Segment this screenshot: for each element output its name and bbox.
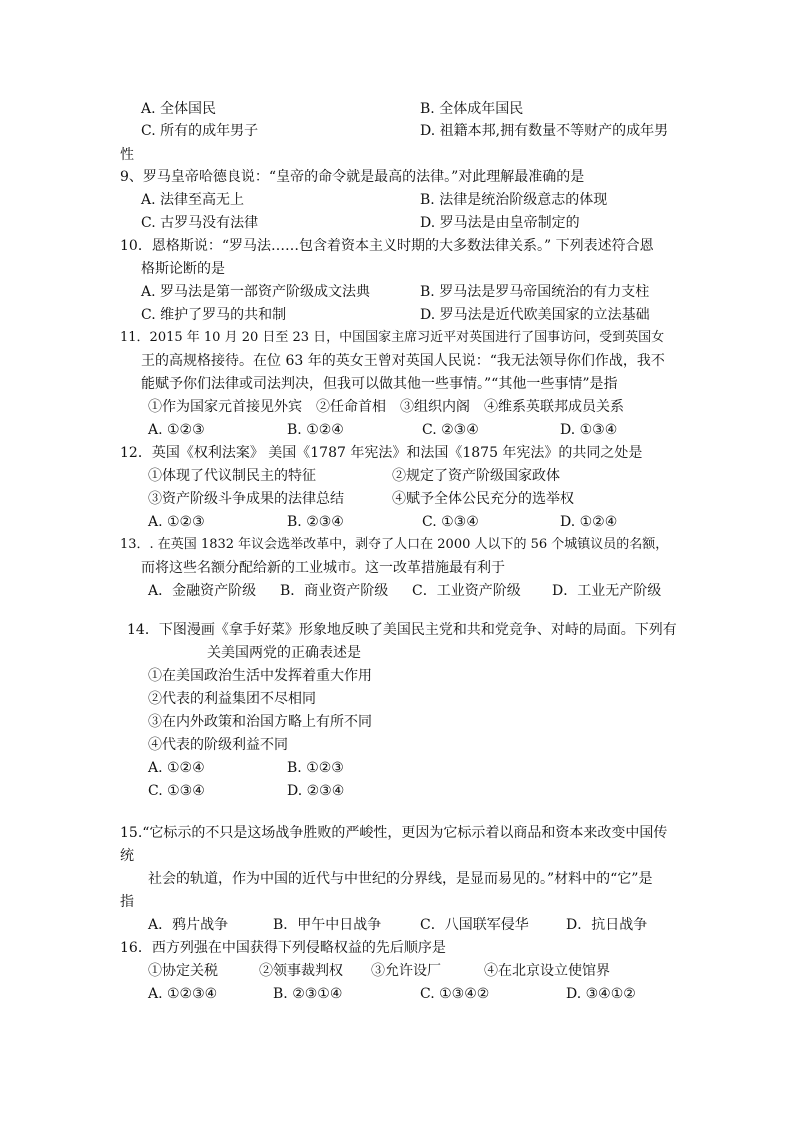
text-line-q10-C: C. 维护了罗马的共和制 bbox=[141, 307, 287, 323]
text-line-q10-A: A. 罗马法是第一部资产阶级成文法典 bbox=[141, 284, 371, 300]
text-line-q16-i2: ②领事裁判权 bbox=[259, 963, 343, 979]
text-line-q12-C: C. ①③④ bbox=[422, 514, 479, 530]
text-line-q16-i4: ④在北京设立使馆界 bbox=[484, 963, 610, 979]
text-line-q13-A: A．金融资产阶级 bbox=[148, 583, 257, 599]
text-line-q15-C: C．八国联军侵华 bbox=[420, 917, 529, 933]
text-line-q16-B: B. ②③①④ bbox=[273, 986, 343, 1002]
text-line-q14-i3: ③在内外政策和治国方略上有所不同 bbox=[148, 714, 372, 730]
text-line-q14-C: C. ①③④ bbox=[148, 783, 205, 799]
text-line-q15-1: 15.“它标示的不只是这场战争胜败的严峻性，更因为它标示着以商品和资本来改变中国传 bbox=[120, 825, 668, 841]
text-line-q11-B: B. ①②④ bbox=[287, 422, 344, 438]
text-line-q11-2: 王的高规格接待。在位 63 年的英女王曾对英国人民说：“我无法领导你们作战，我不 bbox=[141, 353, 665, 369]
text-line-q9-A: A. 法律至高无上 bbox=[141, 192, 245, 208]
text-line-q12-B: B. ②③④ bbox=[287, 514, 344, 530]
text-line-q14-i1: ①在美国政治生活中发挥着重大作用 bbox=[148, 668, 372, 684]
text-line-q12-D: D. ①②④ bbox=[560, 514, 618, 530]
text-line-q16-i1: ①协定关税 bbox=[148, 963, 218, 979]
text-line-q14-D: D. ②③④ bbox=[287, 783, 345, 799]
text-line-q8-D: D. 祖籍本邦,拥有数量不等财产的成年男 bbox=[420, 123, 669, 139]
text-line-q14-i4: ④代表的阶级利益不同 bbox=[148, 737, 288, 753]
text-line-q8-C: C. 所有的成年男子 bbox=[141, 123, 259, 139]
text-line-q11-C: C. ②③④ bbox=[422, 422, 479, 438]
text-line-q12-i4: ④赋予全体公民充分的选举权 bbox=[392, 491, 574, 507]
text-line-q14-B: B. ①②③ bbox=[287, 760, 344, 776]
text-line-q10-1: 10．恩格斯说：“罗马法……包含着资本主义时期的大多数法律关系。” 下列表述符合恩 bbox=[120, 238, 654, 254]
text-line-q15-3: 社会的轨道，作为中国的近代与中世纪的分界线，是显而易见的。”材料中的“它”是 bbox=[148, 871, 653, 887]
text-line-q9-D: D. 罗马法是由皇帝制定的 bbox=[420, 215, 580, 231]
text-line-q16: 16．西方列强在中国获得下列侵略权益的先后顺序是 bbox=[120, 940, 446, 956]
text-line-q16-C: C. ①③④② bbox=[420, 986, 490, 1002]
text-line-q9-C: C. 古罗马没有法律 bbox=[141, 215, 259, 231]
text-line-q11-D: D. ①③④ bbox=[560, 422, 618, 438]
text-line-q12: 12．英国《权利法案》 美国《1787 年宪法》和法国《1875 年宪法》的共同之处是 bbox=[120, 445, 643, 461]
text-line-q15-2: 统 bbox=[120, 848, 134, 864]
text-line-q8-A: A. 全体国民 bbox=[141, 101, 217, 117]
text-line-q14-1: 14．下图漫画《拿手好菜》形象地反映了美国民主党和共和党竞争、对峙的局面。下列有 bbox=[127, 622, 677, 638]
text-line-q16-D: D. ③④①② bbox=[566, 986, 636, 1002]
text-line-q13-D: D．工业无产阶级 bbox=[552, 583, 662, 599]
text-line-q11-3: 能赋予你们法律或司法判决，但我可以做其他一些事情。”“其他一些事情”是指 bbox=[141, 376, 618, 392]
text-line-q12-i2: ②规定了资产阶级国家政体 bbox=[392, 468, 560, 484]
text-line-q10-B: B. 罗马法是罗马帝国统治的有力支柱 bbox=[420, 284, 650, 300]
text-line-q14-A: A. ①②④ bbox=[148, 760, 205, 776]
text-line-q13-B: B．商业资产阶级 bbox=[280, 583, 389, 599]
text-line-q10-D: D. 罗马法是近代欧美国家的立法基础 bbox=[420, 307, 650, 323]
text-line-q14-i2: ②代表的利益集团不尽相同 bbox=[148, 691, 316, 707]
text-line-q12-i1: ①体现了代议制民主的特征 bbox=[148, 468, 316, 484]
text-line-q11-1: 11．2015 年 10 月 20 日至 23 日，中国国家主席习近平对英国进行了国事访问，受到英国女 bbox=[120, 330, 665, 345]
text-line-q15-4: 指 bbox=[120, 894, 134, 910]
text-line-q9-B: B. 法律是统治阶级意志的体现 bbox=[420, 192, 608, 208]
text-line-q15-D: D．抗日战争 bbox=[566, 917, 648, 933]
text-line-q15-A: A．鸦片战争 bbox=[148, 917, 229, 933]
text-line-q13-2: 而将这些名额分配给新的工业城市。这一改革措施最有利于 bbox=[141, 560, 505, 576]
text-line-q12-A: A. ①②③ bbox=[148, 514, 205, 530]
text-line-q10-2: 格斯论断的是 bbox=[141, 261, 225, 277]
text-line-q16-i3: ③允许设厂 bbox=[371, 963, 441, 979]
text-line-q8-B: B. 全体成年国民 bbox=[420, 101, 524, 117]
text-line-q13-C: C．工业资产阶级 bbox=[412, 583, 521, 599]
text-line-q8-D-cont: 性 bbox=[120, 147, 134, 163]
text-line-q9: 9、罗马皇帝哈德良说：“皇帝的命令就是最高的法律。”对此理解最准确的是 bbox=[120, 169, 585, 185]
text-line-q15-B: B．甲午中日战争 bbox=[273, 917, 382, 933]
text-line-q11-items: ①作为国家元首接见外宾 ②任命首相 ③组织内阁 ④维系英联邦成员关系 bbox=[148, 399, 624, 415]
text-line-q11-A: A. ①②③ bbox=[148, 422, 205, 438]
text-line-q16-A: A. ①②③④ bbox=[148, 986, 218, 1002]
text-line-q12-i3: ③资产阶级斗争成果的法律总结 bbox=[148, 491, 344, 507]
text-line-q13-1: 13．. 在英国 1832 年议会选举改革中，剥夺了人口在 2000 人以下的 56 个城镇议员的名额， bbox=[120, 537, 669, 552]
text-line-q14-2: 关美国两党的正确表述是 bbox=[207, 645, 361, 661]
